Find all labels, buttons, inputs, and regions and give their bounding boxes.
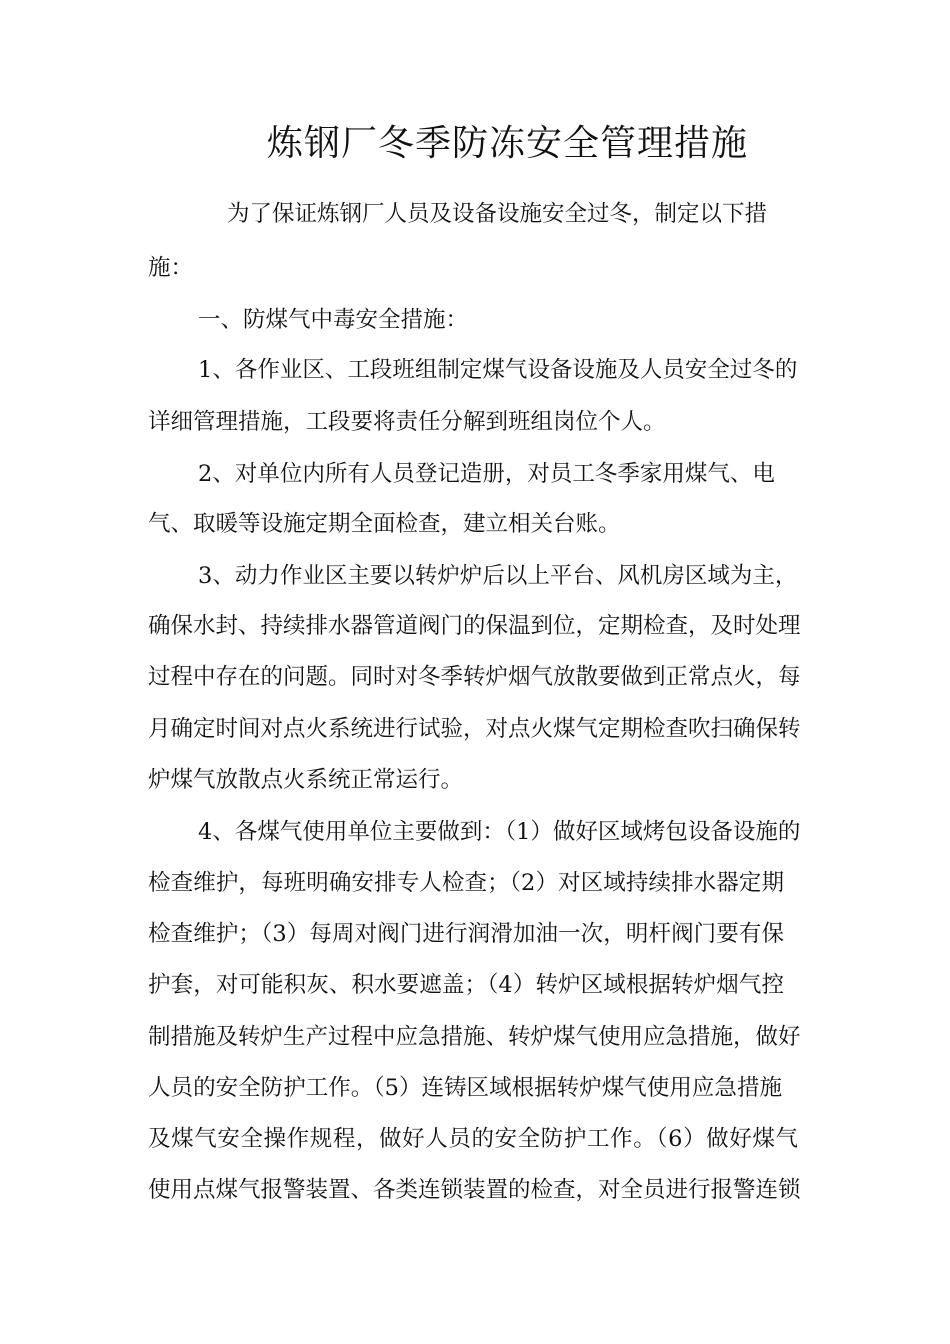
paragraph-line: 检查维护，每班明确安排专人检查；（2）对区域持续排水器定期 bbox=[148, 870, 784, 896]
paragraph-line: 4、各煤气使用单位主要做到：（1）做好区域烤包设备设施的 bbox=[198, 819, 801, 845]
paragraph-line: 护套，对可能积灰、积水要遮盖；（4）转炉区域根据转炉烟气控 bbox=[148, 972, 784, 998]
paragraph-line: 施： bbox=[148, 255, 194, 281]
paragraph-line: 检查维护；（3）每周对阀门进行润滑加油一次，明杆阀门要有保 bbox=[148, 921, 784, 947]
paragraph-line: 及煤气安全操作规程，做好人员的安全防护工作。（6）做好煤气 bbox=[148, 1126, 798, 1152]
paragraph-line: 1、各作业区、工段班组制定煤气设备设施及人员安全过冬的 bbox=[198, 357, 798, 383]
paragraph-line: 为了保证炼钢厂人员及设备设施安全过冬，制定以下措 bbox=[227, 201, 768, 227]
paragraph-line: 气、取暖等设施定期全面检查，建立相关台账。 bbox=[148, 511, 621, 537]
paragraph-line: 2、对单位内所有人员登记造册，对员工冬季家用煤气、电 bbox=[198, 461, 775, 487]
paragraph-line: 人员的安全防护工作。（5）连铸区域根据转炉煤气使用应急措施 bbox=[148, 1075, 782, 1101]
paragraph-line: 月确定时间对点火系统进行试验，对点火煤气定期检查吹扫确保转 bbox=[148, 716, 801, 742]
paragraph-line: 炉煤气放散点火系统正常运行。 bbox=[148, 767, 464, 793]
section-heading: 一、防煤气中毒安全措施： bbox=[198, 307, 469, 333]
paragraph-line: 3、动力作业区主要以转炉炉后以上平台、风机房区域为主， bbox=[198, 563, 798, 589]
paragraph-line: 详细管理措施，工段要将责任分解到班组岗位个人。 bbox=[148, 409, 666, 435]
document-title: 炼钢厂冬季防冻安全管理措施 bbox=[266, 123, 748, 164]
paragraph-line: 过程中存在的问题。同时对冬季转炉烟气放散要做到正常点火，每 bbox=[148, 664, 801, 690]
paragraph-line: 制措施及转炉生产过程中应急措施、转炉煤气使用应急措施，做好 bbox=[148, 1024, 801, 1050]
paragraph-line: 使用点煤气报警装置、各类连锁装置的检查，对全员进行报警连锁 bbox=[148, 1177, 801, 1203]
paragraph-line: 确保水封、持续排水器管道阀门的保温到位，定期检查，及时处理 bbox=[148, 613, 801, 639]
